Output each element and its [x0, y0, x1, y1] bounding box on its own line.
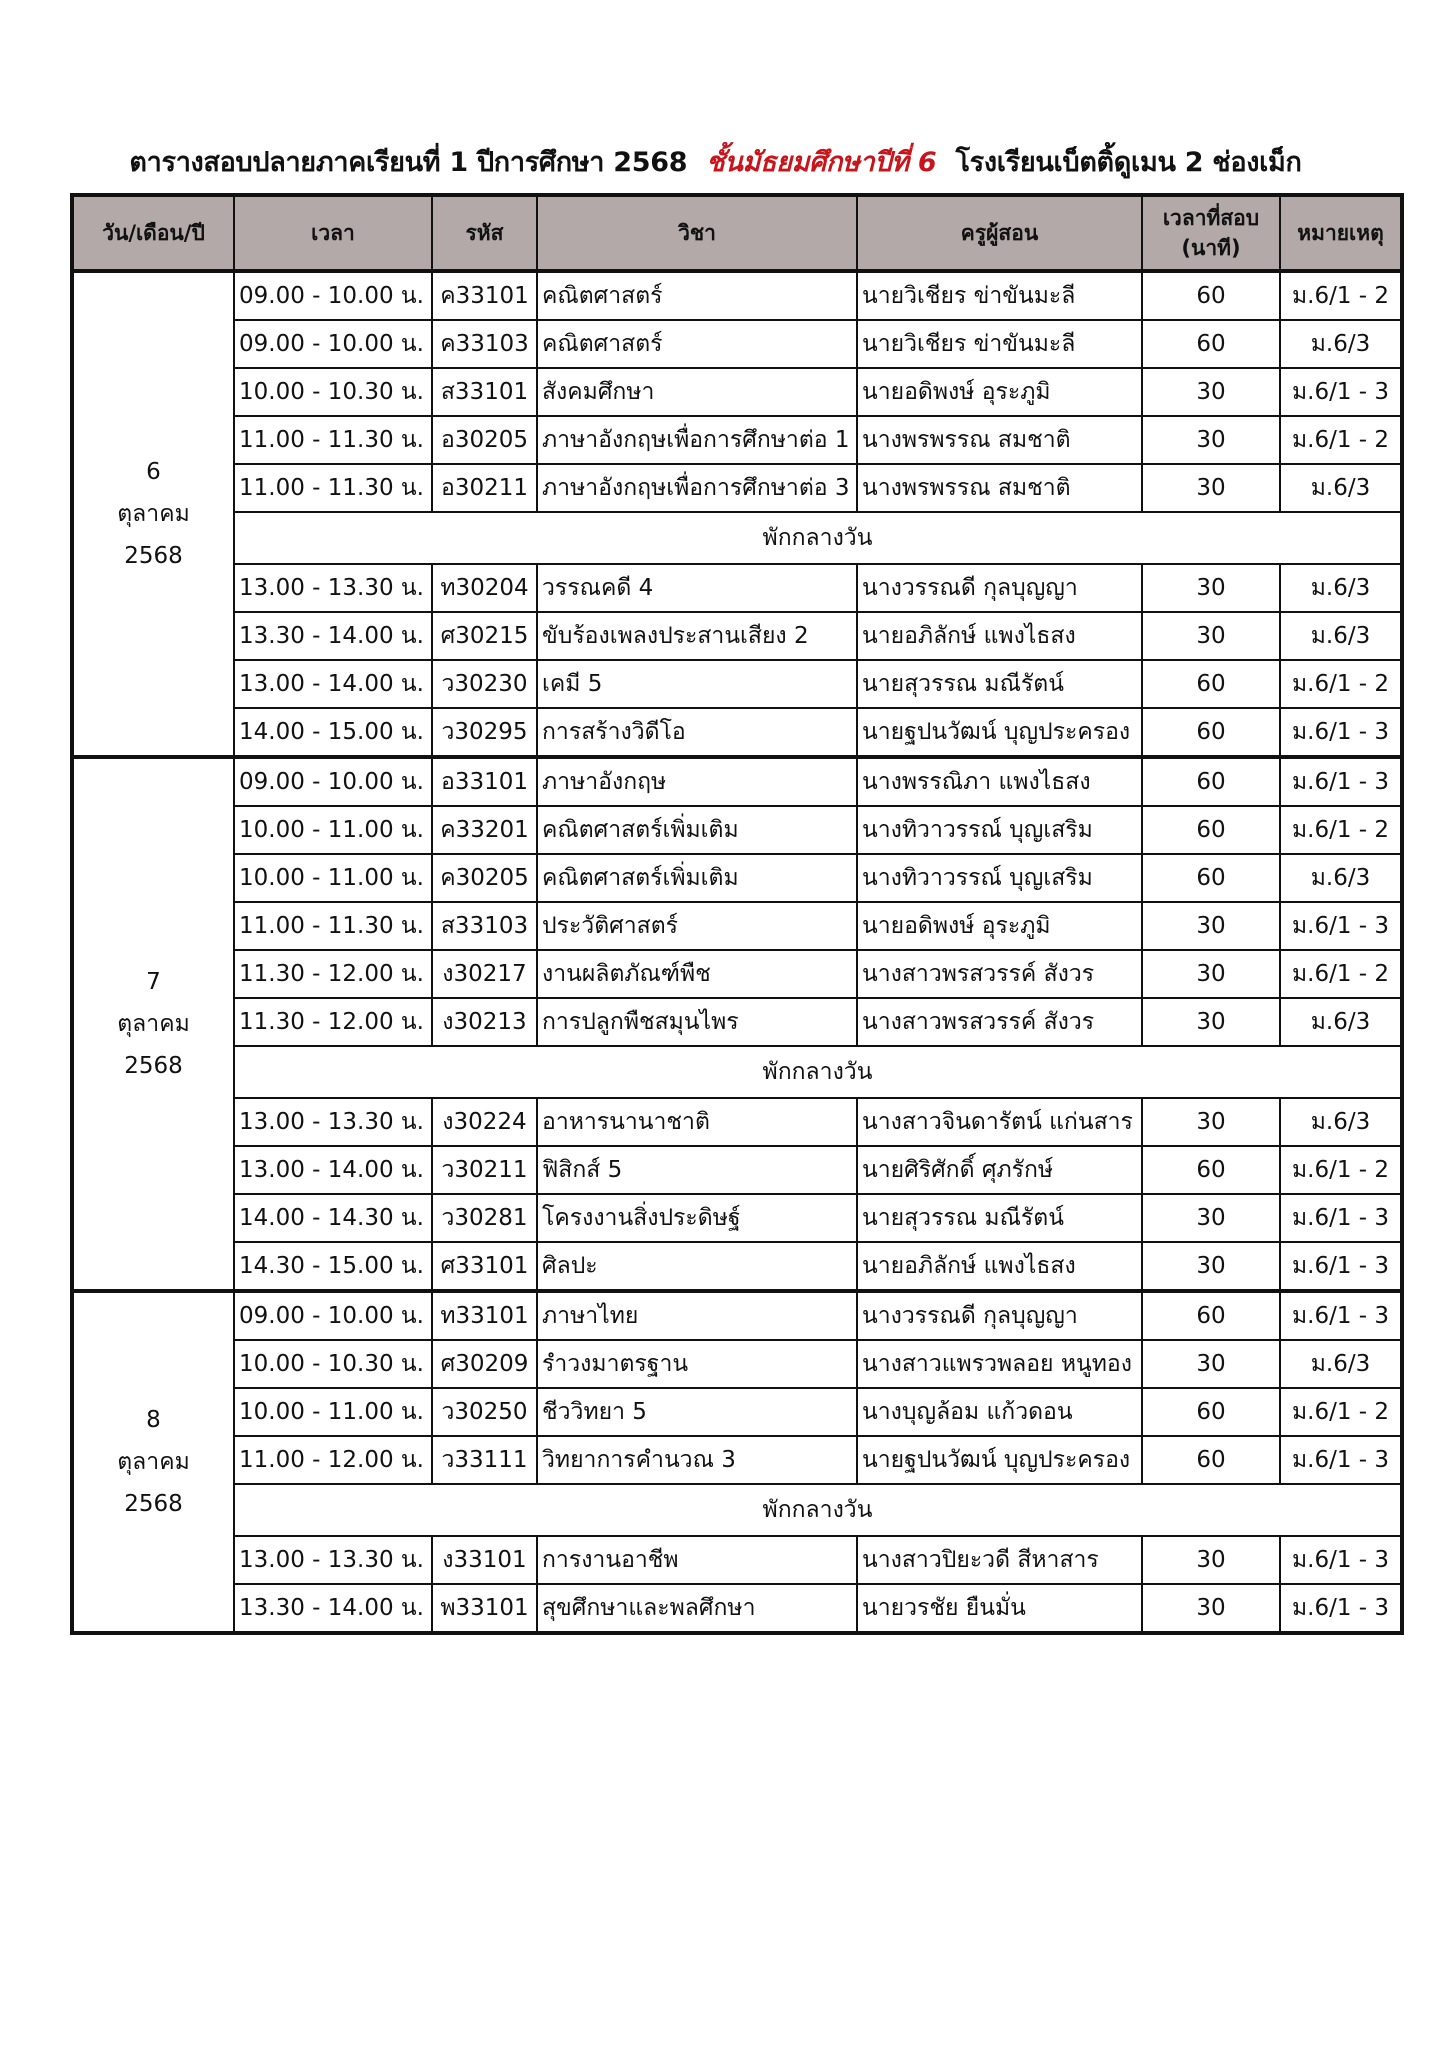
subject-code: ส33103 — [432, 902, 537, 950]
exam-minutes: 60 — [1142, 1388, 1280, 1436]
exam-schedule-table — [70, 193, 1404, 1635]
exam-minutes: 30 — [1142, 1098, 1280, 1146]
day-month: ตุลาคม — [117, 501, 190, 527]
exam-minutes: 60 — [1142, 854, 1280, 902]
teacher-name: นางสาวจินดารัตน์ แก่นสาร — [857, 1098, 1142, 1146]
exam-minutes: 60 — [1142, 1146, 1280, 1194]
lunch-break-row — [72, 1484, 1402, 1536]
subject-name: ประวัติศาสตร์ — [537, 902, 857, 950]
exam-minutes: 60 — [1142, 660, 1280, 708]
class-note: ม.6/1 - 2 — [1280, 660, 1402, 708]
exam-minutes: 30 — [1142, 416, 1280, 464]
exam-minutes: 30 — [1142, 564, 1280, 612]
header-minutes-line2: (นาที) — [1181, 236, 1241, 260]
exam-time: 13.00 - 14.00 น. — [234, 1146, 432, 1194]
exam-minutes: 30 — [1142, 1536, 1280, 1584]
class-note: ม.6/3 — [1280, 1098, 1402, 1146]
subject-name: วิทยาการคำนวณ 3 — [537, 1436, 857, 1484]
subject-name: งานผลิตภัณฑ์พืช — [537, 950, 857, 998]
table-row — [72, 416, 1402, 464]
teacher-name: นางสาวพรสวรรค์ สังวร — [857, 950, 1142, 998]
exam-minutes: 60 — [1142, 757, 1280, 806]
exam-time: 11.30 - 12.00 น. — [234, 950, 432, 998]
class-note: ม.6/1 - 3 — [1280, 708, 1402, 757]
day-month: ตุลาคม — [117, 1011, 190, 1037]
subject-code: ศ33101 — [432, 1242, 537, 1291]
table-header-row — [72, 195, 1402, 271]
teacher-name: นายฐปนวัฒน์ บุญประครอง — [857, 1436, 1142, 1484]
exam-minutes: 60 — [1142, 1436, 1280, 1484]
subject-name: ศิลปะ — [537, 1242, 857, 1291]
exam-time: 09.00 - 10.00 น. — [234, 320, 432, 368]
table-row — [72, 1340, 1402, 1388]
class-note: ม.6/3 — [1280, 564, 1402, 612]
exam-minutes: 30 — [1142, 1584, 1280, 1633]
subject-code: ค33201 — [432, 806, 537, 854]
exam-time: 11.00 - 12.00 น. — [234, 1436, 432, 1484]
table-row — [72, 708, 1402, 757]
teacher-name: นางวรรณดี กุลบุญญา — [857, 564, 1142, 612]
exam-minutes: 30 — [1142, 950, 1280, 998]
subject-name: ชีววิทยา 5 — [537, 1388, 857, 1436]
subject-name: การงานอาชีพ — [537, 1536, 857, 1584]
subject-name: คณิตศาสตร์เพิ่มเติม — [537, 854, 857, 902]
subject-code: ง33101 — [432, 1536, 537, 1584]
exam-time: 13.00 - 13.30 น. — [234, 1536, 432, 1584]
table-row — [72, 1436, 1402, 1484]
class-note: ม.6/1 - 3 — [1280, 757, 1402, 806]
subject-name: อาหารนานาชาติ — [537, 1098, 857, 1146]
subject-name: โครงงานสิ่งประดิษฐ์ — [537, 1194, 857, 1242]
subject-name: คณิตศาสตร์ — [537, 320, 857, 368]
subject-name: ขับร้องเพลงประสานเสียง 2 — [537, 612, 857, 660]
page-title — [0, 140, 1431, 183]
teacher-name: นางวรรณดี กุลบุญญา — [857, 1291, 1142, 1340]
lunch-break-label: พักกลางวัน — [234, 1046, 1402, 1098]
table-row — [72, 612, 1402, 660]
class-note: ม.6/3 — [1280, 854, 1402, 902]
class-note: ม.6/1 - 3 — [1280, 1194, 1402, 1242]
table-row — [72, 464, 1402, 512]
subject-name: ภาษาไทย — [537, 1291, 857, 1340]
subject-code: ศ30215 — [432, 612, 537, 660]
subject-code: อ33101 — [432, 757, 537, 806]
exam-time: 10.00 - 10.30 น. — [234, 368, 432, 416]
teacher-name: นายอดิพงษ์ อุระภูมิ — [857, 368, 1142, 416]
exam-time: 11.00 - 11.30 น. — [234, 464, 432, 512]
subject-code: ว30295 — [432, 708, 537, 757]
table-row — [72, 950, 1402, 998]
subject-name: วรรณคดี 4 — [537, 564, 857, 612]
subject-code: พ33101 — [432, 1584, 537, 1633]
teacher-name: นายวิเชียร ข่าขันมะลี — [857, 320, 1142, 368]
day-number: 8 — [146, 1407, 161, 1433]
exam-time: 11.00 - 11.30 น. — [234, 902, 432, 950]
table-row — [72, 1388, 1402, 1436]
class-note: ม.6/1 - 2 — [1280, 1388, 1402, 1436]
subject-name: การสร้างวิดีโอ — [537, 708, 857, 757]
table-row — [72, 1098, 1402, 1146]
teacher-name: นายอภิลักษ์ แพงไธสง — [857, 1242, 1142, 1291]
class-note: ม.6/3 — [1280, 998, 1402, 1046]
header-note: หมายเหตุ — [1280, 195, 1402, 271]
exam-time: 14.00 - 14.30 น. — [234, 1194, 432, 1242]
subject-code: ท30204 — [432, 564, 537, 612]
day-year: 2568 — [124, 1053, 183, 1079]
exam-time: 14.30 - 15.00 น. — [234, 1242, 432, 1291]
subject-code: ว30250 — [432, 1388, 537, 1436]
class-note: ม.6/1 - 2 — [1280, 1146, 1402, 1194]
exam-time: 09.00 - 10.00 น. — [234, 271, 432, 320]
class-note: ม.6/1 - 3 — [1280, 368, 1402, 416]
exam-minutes: 30 — [1142, 612, 1280, 660]
exam-minutes: 60 — [1142, 320, 1280, 368]
subject-code: ค33103 — [432, 320, 537, 368]
exam-minutes: 60 — [1142, 806, 1280, 854]
exam-time: 13.00 - 13.30 น. — [234, 564, 432, 612]
subject-name: การปลูกพืชสมุนไพร — [537, 998, 857, 1046]
table-row — [72, 1194, 1402, 1242]
exam-minutes: 30 — [1142, 1242, 1280, 1291]
subject-name: สังคมศึกษา — [537, 368, 857, 416]
teacher-name: นายสุวรรณ มณีรัตน์ — [857, 660, 1142, 708]
lunch-break-row — [72, 1046, 1402, 1098]
day-cell — [72, 1291, 234, 1633]
table-row — [72, 757, 1402, 806]
exam-time: 09.00 - 10.00 น. — [234, 757, 432, 806]
class-note: ม.6/3 — [1280, 612, 1402, 660]
day-cell — [72, 271, 234, 757]
table-body — [72, 271, 1402, 1633]
exam-minutes: 30 — [1142, 902, 1280, 950]
teacher-name: นางพรพรรณ สมชาติ — [857, 464, 1142, 512]
class-note: ม.6/1 - 2 — [1280, 950, 1402, 998]
table-row — [72, 1291, 1402, 1340]
subject-name: สุขศึกษาและพลศึกษา — [537, 1584, 857, 1633]
title-grade-highlight: ชั้นมัธยมศึกษาปีที่ 6 — [706, 147, 937, 178]
exam-time: 09.00 - 10.00 น. — [234, 1291, 432, 1340]
header-minutes — [1142, 195, 1280, 271]
table-row — [72, 564, 1402, 612]
subject-code: ว30211 — [432, 1146, 537, 1194]
exam-time: 13.00 - 14.00 น. — [234, 660, 432, 708]
class-note: ม.6/1 - 3 — [1280, 1536, 1402, 1584]
subject-code: อ30205 — [432, 416, 537, 464]
subject-code: ง30217 — [432, 950, 537, 998]
day-year: 2568 — [124, 1491, 183, 1517]
teacher-name: นางทิวาวรรณ์ บุญเสริม — [857, 854, 1142, 902]
teacher-name: นายศิริศักดิ์ ศุภรักษ์ — [857, 1146, 1142, 1194]
subject-code: อ30211 — [432, 464, 537, 512]
teacher-name: นายวิเชียร ข่าขันมะลี — [857, 271, 1142, 320]
title-school: โรงเรียนเบ็ตติ้ดูเมน 2 ช่องเม็ก — [955, 147, 1302, 178]
exam-minutes: 30 — [1142, 1194, 1280, 1242]
table-row — [72, 320, 1402, 368]
exam-time: 10.00 - 11.00 น. — [234, 806, 432, 854]
teacher-name: นายอดิพงษ์ อุระภูมิ — [857, 902, 1142, 950]
subject-name: ภาษาอังกฤษ — [537, 757, 857, 806]
header-code: รหัส — [432, 195, 537, 271]
subject-code: ว30281 — [432, 1194, 537, 1242]
exam-time: 11.30 - 12.00 น. — [234, 998, 432, 1046]
subject-name: ภาษาอังกฤษเพื่อการศึกษาต่อ 1 — [537, 416, 857, 464]
header-minutes-line1: เวลาที่สอบ — [1162, 206, 1260, 230]
class-note: ม.6/1 - 2 — [1280, 806, 1402, 854]
exam-minutes: 30 — [1142, 464, 1280, 512]
header-time: เวลา — [234, 195, 432, 271]
exam-time: 10.00 - 11.00 น. — [234, 854, 432, 902]
exam-time: 14.00 - 15.00 น. — [234, 708, 432, 757]
header-subject: วิชา — [537, 195, 857, 271]
table-row — [72, 1242, 1402, 1291]
table-row — [72, 1584, 1402, 1633]
table-row — [72, 368, 1402, 416]
table-row — [72, 1146, 1402, 1194]
teacher-name: นางทิวาวรรณ์ บุญเสริม — [857, 806, 1142, 854]
day-number: 7 — [146, 969, 161, 995]
class-note: ม.6/1 - 3 — [1280, 1242, 1402, 1291]
table-row — [72, 1536, 1402, 1584]
teacher-name: นางสาวพรสวรรค์ สังวร — [857, 998, 1142, 1046]
subject-code: ว33111 — [432, 1436, 537, 1484]
table-row — [72, 998, 1402, 1046]
table-row — [72, 660, 1402, 708]
class-note: ม.6/1 - 3 — [1280, 1436, 1402, 1484]
class-note: ม.6/1 - 2 — [1280, 416, 1402, 464]
exam-time: 11.00 - 11.30 น. — [234, 416, 432, 464]
lunch-break-row — [72, 512, 1402, 564]
subject-code: ค33101 — [432, 271, 537, 320]
exam-time: 10.00 - 11.00 น. — [234, 1388, 432, 1436]
header-teacher: ครูผู้สอน — [857, 195, 1142, 271]
class-note: ม.6/3 — [1280, 464, 1402, 512]
class-note: ม.6/1 - 3 — [1280, 1584, 1402, 1633]
class-note: ม.6/1 - 3 — [1280, 902, 1402, 950]
subject-code: ว30230 — [432, 660, 537, 708]
header-date: วัน/เดือน/ปี — [72, 195, 234, 271]
exam-minutes: 60 — [1142, 1291, 1280, 1340]
class-note: ม.6/3 — [1280, 320, 1402, 368]
subject-code: ศ30209 — [432, 1340, 537, 1388]
exam-minutes: 30 — [1142, 1340, 1280, 1388]
exam-minutes: 30 — [1142, 998, 1280, 1046]
subject-code: ง30213 — [432, 998, 537, 1046]
subject-name: ภาษาอังกฤษเพื่อการศึกษาต่อ 3 — [537, 464, 857, 512]
teacher-name: นายวรชัย ยืนมั่น — [857, 1584, 1142, 1633]
day-month: ตุลาคม — [117, 1449, 190, 1475]
day-number: 6 — [146, 459, 161, 485]
teacher-name: นางพรพรรณ สมชาติ — [857, 416, 1142, 464]
teacher-name: นางบุญล้อม แก้วดอน — [857, 1388, 1142, 1436]
table-row — [72, 902, 1402, 950]
teacher-name: นางสาวแพรวพลอย หนูทอง — [857, 1340, 1142, 1388]
exam-time: 13.00 - 13.30 น. — [234, 1098, 432, 1146]
lunch-break-label: พักกลางวัน — [234, 512, 1402, 564]
class-note: ม.6/3 — [1280, 1340, 1402, 1388]
teacher-name: นางพรรณิภา แพงไธสง — [857, 757, 1142, 806]
class-note: ม.6/1 - 3 — [1280, 1291, 1402, 1340]
class-note: ม.6/1 - 2 — [1280, 271, 1402, 320]
day-cell — [72, 757, 234, 1291]
subject-name: รำวงมาตรฐาน — [537, 1340, 857, 1388]
exam-minutes: 60 — [1142, 271, 1280, 320]
teacher-name: นายอภิลักษ์ แพงไธสง — [857, 612, 1142, 660]
exam-minutes: 60 — [1142, 708, 1280, 757]
day-year: 2568 — [124, 543, 183, 569]
exam-minutes: 30 — [1142, 368, 1280, 416]
subject-name: คณิตศาสตร์เพิ่มเติม — [537, 806, 857, 854]
teacher-name: นายฐปนวัฒน์ บุญประครอง — [857, 708, 1142, 757]
subject-code: ส33101 — [432, 368, 537, 416]
exam-time: 10.00 - 10.30 น. — [234, 1340, 432, 1388]
title-prefix: ตารางสอบปลายภาคเรียนที่ 1 ปีการศึกษา 2568 — [129, 147, 688, 178]
exam-time: 13.30 - 14.00 น. — [234, 1584, 432, 1633]
subject-code: ง30224 — [432, 1098, 537, 1146]
subject-name: เคมี 5 — [537, 660, 857, 708]
teacher-name: นายสุวรรณ มณีรัตน์ — [857, 1194, 1142, 1242]
subject-name: คณิตศาสตร์ — [537, 271, 857, 320]
subject-code: ค30205 — [432, 854, 537, 902]
table-row — [72, 806, 1402, 854]
lunch-break-label: พักกลางวัน — [234, 1484, 1402, 1536]
subject-name: ฟิสิกส์ 5 — [537, 1146, 857, 1194]
subject-code: ท33101 — [432, 1291, 537, 1340]
teacher-name: นางสาวปิยะวดี สีหาสาร — [857, 1536, 1142, 1584]
exam-time: 13.30 - 14.00 น. — [234, 612, 432, 660]
table-row — [72, 854, 1402, 902]
table-row — [72, 271, 1402, 320]
